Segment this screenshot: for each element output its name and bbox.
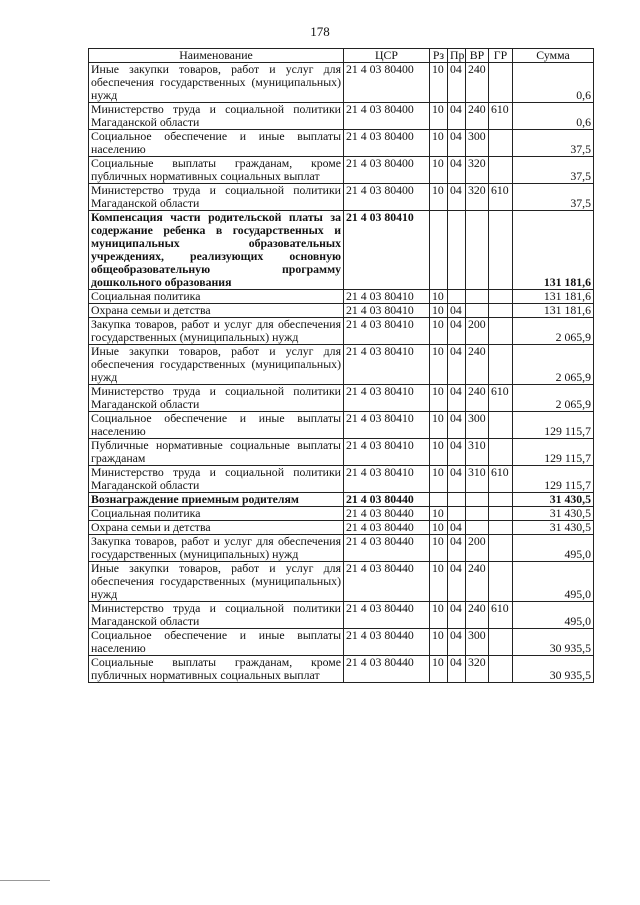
cell-name: Компенсация части родительской платы за содержание ребенка в государственных и муниципальных образовательных учреждениях, реализующих основную общеобразовательную программу дошкольного образования <box>89 211 344 290</box>
cell-csr: 21 4 03 80400 <box>344 130 430 157</box>
cell-name: Закупка товаров, работ и услуг для обеспечения государственных (муниципальных) нужд <box>89 535 344 562</box>
cell-vr: 310 <box>466 466 489 493</box>
table-row <box>89 466 594 493</box>
table-row <box>89 290 594 304</box>
cell-vr: 300 <box>466 130 489 157</box>
cell-pr <box>448 211 466 290</box>
cell-gr: 610 <box>489 602 513 629</box>
cell-vr <box>466 304 489 318</box>
cell-sum: 37,5 <box>513 157 594 184</box>
footer-rule <box>0 880 50 881</box>
table-row <box>89 103 594 130</box>
cell-gr <box>489 656 513 683</box>
cell-vr: 300 <box>466 412 489 439</box>
cell-pr: 04 <box>448 184 466 211</box>
cell-rz <box>430 211 448 290</box>
cell-vr: 240 <box>466 385 489 412</box>
table-row <box>89 521 594 535</box>
cell-rz: 10 <box>430 385 448 412</box>
table-body <box>89 63 594 683</box>
cell-vr: 200 <box>466 535 489 562</box>
cell-vr: 200 <box>466 318 489 345</box>
cell-name: Министерство труда и социальной политики Магаданской области <box>89 184 344 211</box>
cell-pr: 04 <box>448 562 466 602</box>
header-csr: ЦСР <box>344 49 430 63</box>
cell-name: Социальное обеспечение и иные выплаты населению <box>89 130 344 157</box>
cell-csr: 21 4 03 80410 <box>344 412 430 439</box>
cell-sum: 495,0 <box>513 535 594 562</box>
cell-sum: 37,5 <box>513 184 594 211</box>
cell-gr <box>489 629 513 656</box>
header-name: Наименование <box>89 49 344 63</box>
cell-csr: 21 4 03 80440 <box>344 535 430 562</box>
cell-pr: 04 <box>448 656 466 683</box>
cell-pr: 04 <box>448 466 466 493</box>
cell-vr <box>466 493 489 507</box>
cell-sum: 31 430,5 <box>513 507 594 521</box>
cell-csr: 21 4 03 80400 <box>344 157 430 184</box>
cell-pr: 04 <box>448 345 466 385</box>
cell-gr <box>489 63 513 103</box>
cell-csr: 21 4 03 80440 <box>344 629 430 656</box>
cell-rz: 10 <box>430 656 448 683</box>
cell-vr <box>466 521 489 535</box>
cell-pr <box>448 507 466 521</box>
cell-rz: 10 <box>430 466 448 493</box>
cell-rz: 10 <box>430 304 448 318</box>
cell-name: Социальные выплаты гражданам, кроме публичных нормативных социальных выплат <box>89 656 344 683</box>
cell-gr <box>489 535 513 562</box>
cell-sum: 0,6 <box>513 63 594 103</box>
table-row <box>89 507 594 521</box>
table-row <box>89 629 594 656</box>
table-row <box>89 211 594 290</box>
cell-gr: 610 <box>489 103 513 130</box>
cell-gr <box>489 439 513 466</box>
table-header-row <box>89 49 594 63</box>
cell-csr: 21 4 03 80410 <box>344 466 430 493</box>
table-row <box>89 304 594 318</box>
cell-rz: 10 <box>430 345 448 385</box>
table-row <box>89 63 594 103</box>
cell-vr: 320 <box>466 184 489 211</box>
cell-gr <box>489 493 513 507</box>
header-rz: Рз <box>430 49 448 63</box>
cell-rz: 10 <box>430 602 448 629</box>
cell-sum: 2 065,9 <box>513 385 594 412</box>
cell-csr: 21 4 03 80440 <box>344 562 430 602</box>
cell-name: Охрана семьи и детства <box>89 304 344 318</box>
cell-name: Социальные выплаты гражданам, кроме публичных нормативных социальных выплат <box>89 157 344 184</box>
cell-sum: 2 065,9 <box>513 345 594 385</box>
cell-sum: 0,6 <box>513 103 594 130</box>
cell-vr <box>466 290 489 304</box>
cell-vr: 240 <box>466 103 489 130</box>
header-gr: ГР <box>489 49 513 63</box>
cell-pr <box>448 290 466 304</box>
cell-name: Социальное обеспечение и иные выплаты населению <box>89 629 344 656</box>
table-row <box>89 562 594 602</box>
cell-name: Социальная политика <box>89 290 344 304</box>
table-row <box>89 184 594 211</box>
cell-gr <box>489 562 513 602</box>
cell-name: Иные закупки товаров, работ и услуг для обеспечения государственных (муниципальных) нужд <box>89 562 344 602</box>
cell-csr: 21 4 03 80440 <box>344 521 430 535</box>
cell-sum: 129 115,7 <box>513 412 594 439</box>
cell-gr <box>489 412 513 439</box>
cell-name: Охрана семьи и детства <box>89 521 344 535</box>
cell-pr: 04 <box>448 318 466 345</box>
cell-vr: 300 <box>466 629 489 656</box>
cell-name: Министерство труда и социальной политики Магаданской области <box>89 466 344 493</box>
cell-vr: 240 <box>466 562 489 602</box>
table-row <box>89 318 594 345</box>
cell-pr: 04 <box>448 385 466 412</box>
cell-gr <box>489 345 513 385</box>
cell-rz: 10 <box>430 562 448 602</box>
table-row <box>89 412 594 439</box>
cell-rz: 10 <box>430 63 448 103</box>
cell-csr: 21 4 03 80410 <box>344 211 430 290</box>
cell-sum: 129 115,7 <box>513 466 594 493</box>
cell-pr: 04 <box>448 103 466 130</box>
cell-gr: 610 <box>489 466 513 493</box>
cell-pr: 04 <box>448 157 466 184</box>
cell-rz: 10 <box>430 507 448 521</box>
cell-csr: 21 4 03 80400 <box>344 184 430 211</box>
cell-pr: 04 <box>448 521 466 535</box>
table-row <box>89 385 594 412</box>
cell-sum: 31 430,5 <box>513 521 594 535</box>
cell-pr: 04 <box>448 629 466 656</box>
cell-rz: 10 <box>430 412 448 439</box>
header-vr: ВР <box>466 49 489 63</box>
cell-sum: 131 181,6 <box>513 290 594 304</box>
cell-name: Министерство труда и социальной политики Магаданской области <box>89 103 344 130</box>
cell-name: Закупка товаров, работ и услуг для обеспечения государственных (муниципальных) нужд <box>89 318 344 345</box>
cell-pr: 04 <box>448 304 466 318</box>
cell-name: Социальное обеспечение и иные выплаты населению <box>89 412 344 439</box>
cell-gr <box>489 521 513 535</box>
cell-vr: 240 <box>466 345 489 385</box>
cell-pr: 04 <box>448 63 466 103</box>
table-row <box>89 602 594 629</box>
cell-vr: 310 <box>466 439 489 466</box>
cell-gr: 610 <box>489 385 513 412</box>
table-row <box>89 439 594 466</box>
cell-name: Социальная политика <box>89 507 344 521</box>
cell-vr: 240 <box>466 63 489 103</box>
cell-name: Иные закупки товаров, работ и услуг для обеспечения государственных (муниципальных) нужд <box>89 345 344 385</box>
cell-csr: 21 4 03 80440 <box>344 493 430 507</box>
cell-vr: 320 <box>466 656 489 683</box>
page-number: 178 <box>310 24 330 39</box>
cell-sum: 131 181,6 <box>513 211 594 290</box>
cell-gr <box>489 304 513 318</box>
cell-sum: 495,0 <box>513 602 594 629</box>
cell-pr: 04 <box>448 535 466 562</box>
cell-csr: 21 4 03 80410 <box>344 318 430 345</box>
table-row <box>89 130 594 157</box>
cell-pr: 04 <box>448 439 466 466</box>
cell-csr: 21 4 03 80440 <box>344 602 430 629</box>
cell-rz: 10 <box>430 318 448 345</box>
cell-sum: 131 181,6 <box>513 304 594 318</box>
cell-vr <box>466 211 489 290</box>
cell-sum: 129 115,7 <box>513 439 594 466</box>
cell-csr: 21 4 03 80440 <box>344 507 430 521</box>
cell-gr <box>489 318 513 345</box>
cell-csr: 21 4 03 80410 <box>344 290 430 304</box>
cell-sum: 31 430,5 <box>513 493 594 507</box>
table-row <box>89 345 594 385</box>
cell-pr: 04 <box>448 602 466 629</box>
cell-rz: 10 <box>430 629 448 656</box>
table-row <box>89 157 594 184</box>
cell-vr: 320 <box>466 157 489 184</box>
budget-table <box>88 48 594 683</box>
cell-rz: 10 <box>430 439 448 466</box>
cell-name: Иные закупки товаров, работ и услуг для обеспечения государственных (муниципальных) нужд <box>89 63 344 103</box>
cell-csr: 21 4 03 80410 <box>344 385 430 412</box>
cell-vr: 240 <box>466 602 489 629</box>
header-pr: Пр <box>448 49 466 63</box>
cell-name: Министерство труда и социальной политики Магаданской области <box>89 385 344 412</box>
cell-gr <box>489 130 513 157</box>
cell-sum: 30 935,5 <box>513 656 594 683</box>
table-row <box>89 535 594 562</box>
cell-csr: 21 4 03 80410 <box>344 439 430 466</box>
cell-pr: 04 <box>448 412 466 439</box>
cell-rz: 10 <box>430 103 448 130</box>
cell-sum: 495,0 <box>513 562 594 602</box>
cell-pr: 04 <box>448 130 466 157</box>
cell-pr <box>448 493 466 507</box>
cell-sum: 30 935,5 <box>513 629 594 656</box>
cell-rz: 10 <box>430 290 448 304</box>
cell-rz: 10 <box>430 157 448 184</box>
cell-name: Министерство труда и социальной политики Магаданской области <box>89 602 344 629</box>
cell-rz <box>430 493 448 507</box>
header-sum: Сумма <box>513 49 594 63</box>
cell-sum: 37,5 <box>513 130 594 157</box>
cell-rz: 10 <box>430 130 448 157</box>
cell-gr <box>489 507 513 521</box>
table-row <box>89 493 594 507</box>
cell-rz: 10 <box>430 521 448 535</box>
cell-csr: 21 4 03 80400 <box>344 63 430 103</box>
cell-sum: 2 065,9 <box>513 318 594 345</box>
cell-vr <box>466 507 489 521</box>
cell-csr: 21 4 03 80410 <box>344 345 430 385</box>
table-row <box>89 656 594 683</box>
cell-rz: 10 <box>430 535 448 562</box>
cell-gr <box>489 290 513 304</box>
cell-rz: 10 <box>430 184 448 211</box>
cell-gr <box>489 211 513 290</box>
cell-gr: 610 <box>489 184 513 211</box>
cell-csr: 21 4 03 80410 <box>344 304 430 318</box>
cell-name: Публичные нормативные социальные выплаты гражданам <box>89 439 344 466</box>
cell-gr <box>489 157 513 184</box>
cell-csr: 21 4 03 80400 <box>344 103 430 130</box>
cell-csr: 21 4 03 80440 <box>344 656 430 683</box>
cell-name: Вознаграждение приемным родителям <box>89 493 344 507</box>
